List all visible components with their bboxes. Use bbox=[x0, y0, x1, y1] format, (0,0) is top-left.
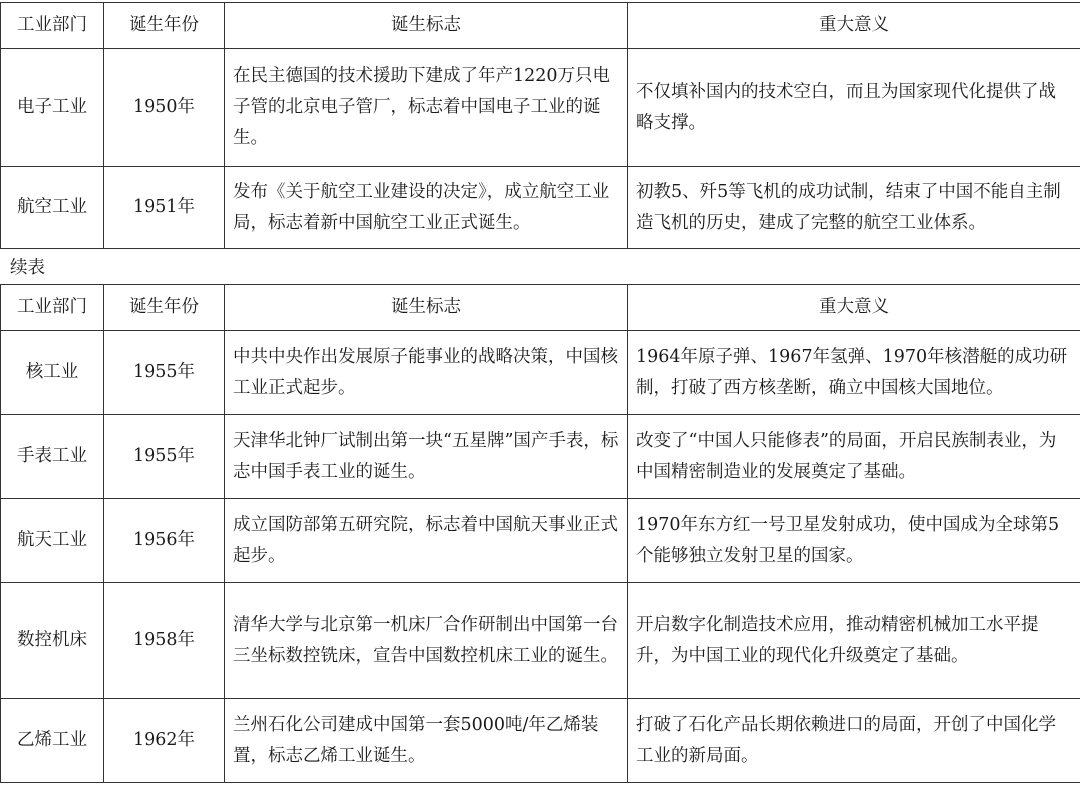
meaning-cell: 改变了“中国人只能修表”的局面，开启民族制表业，为中国精密制造业的发展奠定了基础。 bbox=[628, 415, 1080, 499]
table-header-row bbox=[1, 285, 1080, 331]
meaning-cell: 打破了石化产品长期依赖进口的局面，开创了中国化学工业的新局面。 bbox=[628, 699, 1080, 783]
sign-cell: 天津华北钟厂试制出第一块“五星牌”国产手表，标志中国手表工业的诞生。 bbox=[225, 415, 628, 499]
table-row bbox=[1, 415, 1080, 499]
year-cell: 1962年 bbox=[104, 699, 225, 783]
sign-cell: 在民主德国的技术援助下建成了年产1220万只电子管的北京电子管厂，标志着中国电子工业的诞生。 bbox=[225, 49, 628, 167]
header-sign: 诞生标志 bbox=[225, 3, 628, 49]
header-dept: 工业部门 bbox=[1, 285, 104, 331]
dept-cell: 手表工业 bbox=[1, 415, 104, 499]
sign-cell: 中共中央作出发展原子能事业的战略决策，中国核工业正式起步。 bbox=[225, 331, 628, 415]
header-meaning: 重大意义 bbox=[628, 285, 1080, 331]
year-cell: 1956年 bbox=[104, 499, 225, 583]
header-year: 诞生年份 bbox=[104, 3, 225, 49]
table-row bbox=[1, 49, 1080, 167]
year-cell: 1958年 bbox=[104, 583, 225, 699]
sign-cell: 成立国防部第五研究院，标志着中国航天事业正式起步。 bbox=[225, 499, 628, 583]
table-header-row bbox=[1, 3, 1080, 49]
dept-cell: 核工业 bbox=[1, 331, 104, 415]
year-cell: 1950年 bbox=[104, 49, 225, 167]
meaning-cell: 1964年原子弹、1967年氢弹、1970年核潜艇的成功研制，打破了西方核垄断，确立中国核大国地位。 bbox=[628, 331, 1080, 415]
sign-cell: 发布《关于航空工业建设的决定》，成立航空工业局，标志着新中国航空工业正式诞生。 bbox=[225, 167, 628, 249]
header-year: 诞生年份 bbox=[104, 285, 225, 331]
year-cell: 1955年 bbox=[104, 415, 225, 499]
year-cell: 1951年 bbox=[104, 167, 225, 249]
dept-cell: 乙烯工业 bbox=[1, 699, 104, 783]
sign-cell: 兰州石化公司建成中国第一套5000吨/年乙烯装置，标志乙烯工业诞生。 bbox=[225, 699, 628, 783]
sign-cell: 清华大学与北京第一机床厂合作研制出中国第一台三坐标数控铣床，宣告中国数控机床工业的诞生。 bbox=[225, 583, 628, 699]
table-row bbox=[1, 331, 1080, 415]
dept-cell: 航空工业 bbox=[1, 167, 104, 249]
meaning-cell: 不仅填补国内的技术空白，而且为国家现代化提供了战略支撑。 bbox=[628, 49, 1080, 167]
header-dept: 工业部门 bbox=[1, 3, 104, 49]
table-row bbox=[1, 499, 1080, 583]
meaning-cell: 开启数字化制造技术应用，推动精密机械加工水平提升，为中国工业的现代化升级奠定了基础。 bbox=[628, 583, 1080, 699]
table-row bbox=[1, 583, 1080, 699]
table-row bbox=[1, 167, 1080, 249]
continued-label: 续表 bbox=[10, 258, 45, 278]
meaning-cell: 1970年东方红一号卫星发射成功，使中国成为全球第5个能够独立发射卫星的国家。 bbox=[628, 499, 1080, 583]
year-cell: 1955年 bbox=[104, 331, 225, 415]
table-row bbox=[1, 699, 1080, 783]
header-sign: 诞生标志 bbox=[225, 285, 628, 331]
industry-table-part2 bbox=[0, 284, 1080, 783]
meaning-cell: 初教5、歼5等飞机的成功试制，结束了中国不能自主制造飞机的历史，建成了完整的航空工业体系。 bbox=[628, 167, 1080, 249]
dept-cell: 航天工业 bbox=[1, 499, 104, 583]
industry-table-part1 bbox=[0, 2, 1080, 249]
dept-cell: 数控机床 bbox=[1, 583, 104, 699]
dept-cell: 电子工业 bbox=[1, 49, 104, 167]
header-meaning: 重大意义 bbox=[628, 3, 1080, 49]
